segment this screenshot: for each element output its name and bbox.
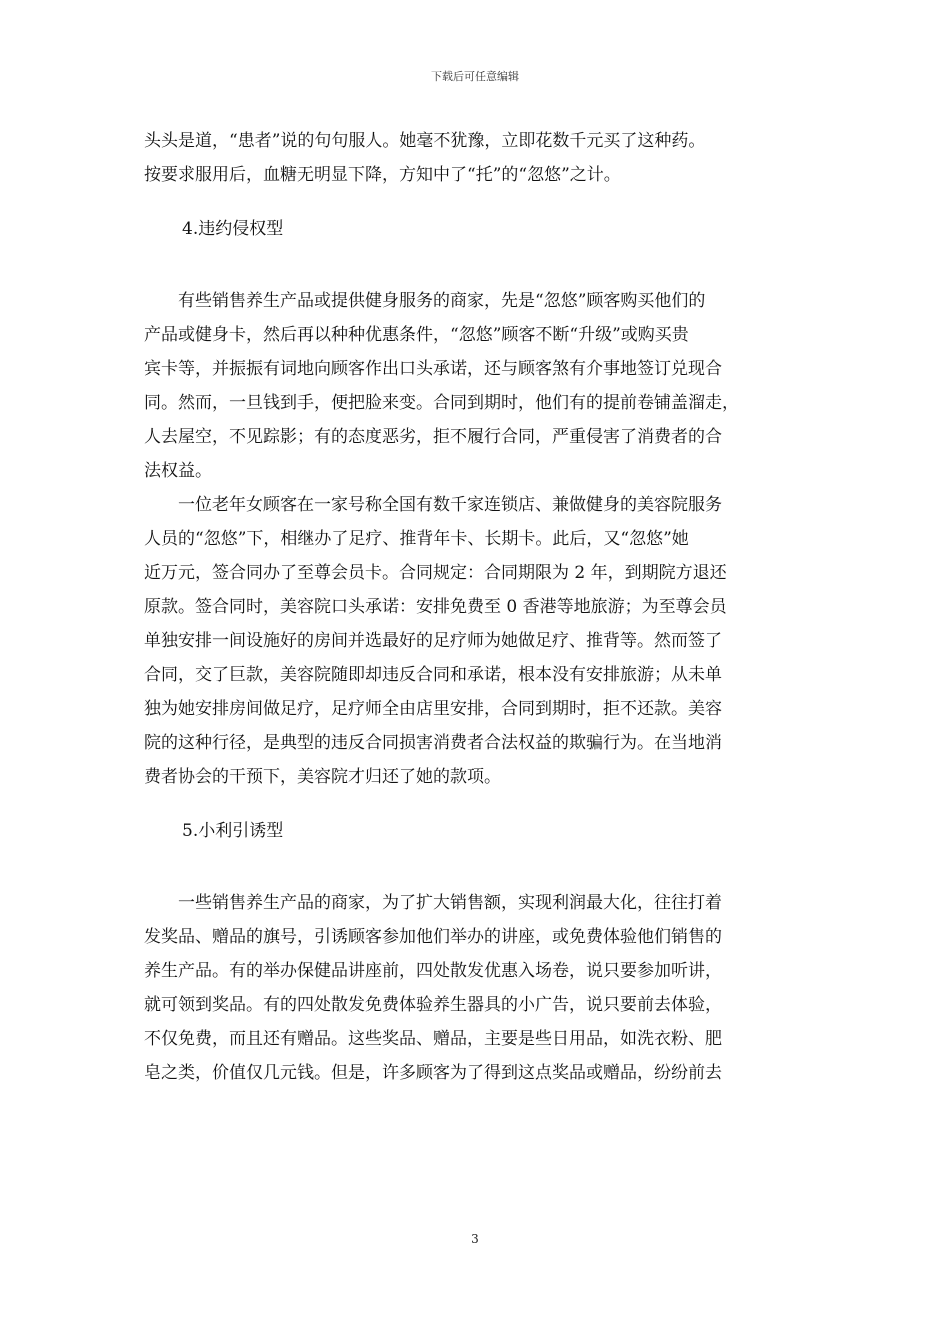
text-line: 原款。签合同时，美容院口头承诺：安排免费至 0 香港等地旅游；为至尊会员 (144, 597, 727, 617)
text-line: 有些销售养生产品或提供健身服务的商家，先是“忽悠”顾客购买他们的 (144, 291, 706, 311)
text-line: 不仅免费，而且还有赠品。这些奖品、赠品，主要是些日用品，如洗衣粉、肥 (144, 1029, 722, 1049)
text-line: 独为她安排房间做足疗，足疗师全由店里安排，合同到期时，拒不还款。美容 (144, 699, 722, 719)
page-header: 下载后可任意编辑 (431, 70, 519, 83)
text-line: 近万元，签合同办了至尊会员卡。合同规定：合同期限为 2 年，到期院方退还 (144, 563, 727, 583)
text-line: 单独安排一间设施好的房间并选最好的足疗师为她做足疗、推背等。然而签了 (144, 631, 722, 651)
text-line: 头头是道，“患者”说的句句服人。她毫不犹豫，立即花数千元买了这种药。 (144, 131, 706, 151)
text-line: 一些销售养生产品的商家，为了扩大销售额，实现利润最大化，往往打着 (144, 893, 722, 913)
section-heading-5: 5.小利引诱型 (182, 821, 284, 841)
text-line: 发奖品、赠品的旗号，引诱顾客参加他们举办的讲座，或免费体验他们销售的 (144, 927, 722, 947)
text-line: 就可领到奖品。有的四处散发免费体验养生器具的小广告，说只要前去体验， (144, 995, 722, 1015)
text-line: 产品或健身卡，然后再以种种优惠条件，“忽悠”顾客不断“升级”或购买贵 (144, 325, 689, 345)
text-line: 一位老年女顾客在一家号称全国有数千家连锁店、兼做健身的美容院服务 (144, 495, 722, 515)
text-line: 人去屋空，不见踪影；有的态度恶劣，拒不履行合同，严重侵害了消费者的合 (144, 427, 722, 447)
text-line: 法权益。 (144, 461, 212, 481)
text-line: 宾卡等，并振振有词地向顾客作出口头承诺，还与顾客煞有介事地签订兑现合 (144, 359, 722, 379)
section-heading-4: 4.违约侵权型 (182, 219, 284, 239)
text-line: 合同，交了巨款，美容院随即却违反合同和承诺，根本没有安排旅游；从未单 (144, 665, 722, 685)
text-line: 人员的“忽悠”下，相继办了足疗、推背年卡、长期卡。此后，又“忽悠”她 (144, 529, 689, 549)
text-line: 按要求服用后，血糖无明显下降，方知中了“托”的“忽悠”之计。 (144, 165, 621, 185)
text-line: 同。然而，一旦钱到手，便把脸来变。合同到期时，他们有的提前卷铺盖溜走， (144, 393, 739, 413)
text-line: 皂之类，价值仅几元钱。但是，许多顾客为了得到这点奖品或赠品，纷纷前去 (144, 1063, 722, 1083)
document-body (144, 124, 808, 1090)
text-line: 院的这种行径，是典型的违反合同损害消费者合法权益的欺骗行为。在当地消 (144, 733, 722, 753)
text-line: 养生产品。有的举办保健品讲座前，四处散发优惠入场卷，说只要参加听讲， (144, 961, 722, 981)
text-line: 费者协会的干预下，美容院才归还了她的款项。 (144, 767, 501, 787)
page-number: 3 (471, 1232, 479, 1246)
